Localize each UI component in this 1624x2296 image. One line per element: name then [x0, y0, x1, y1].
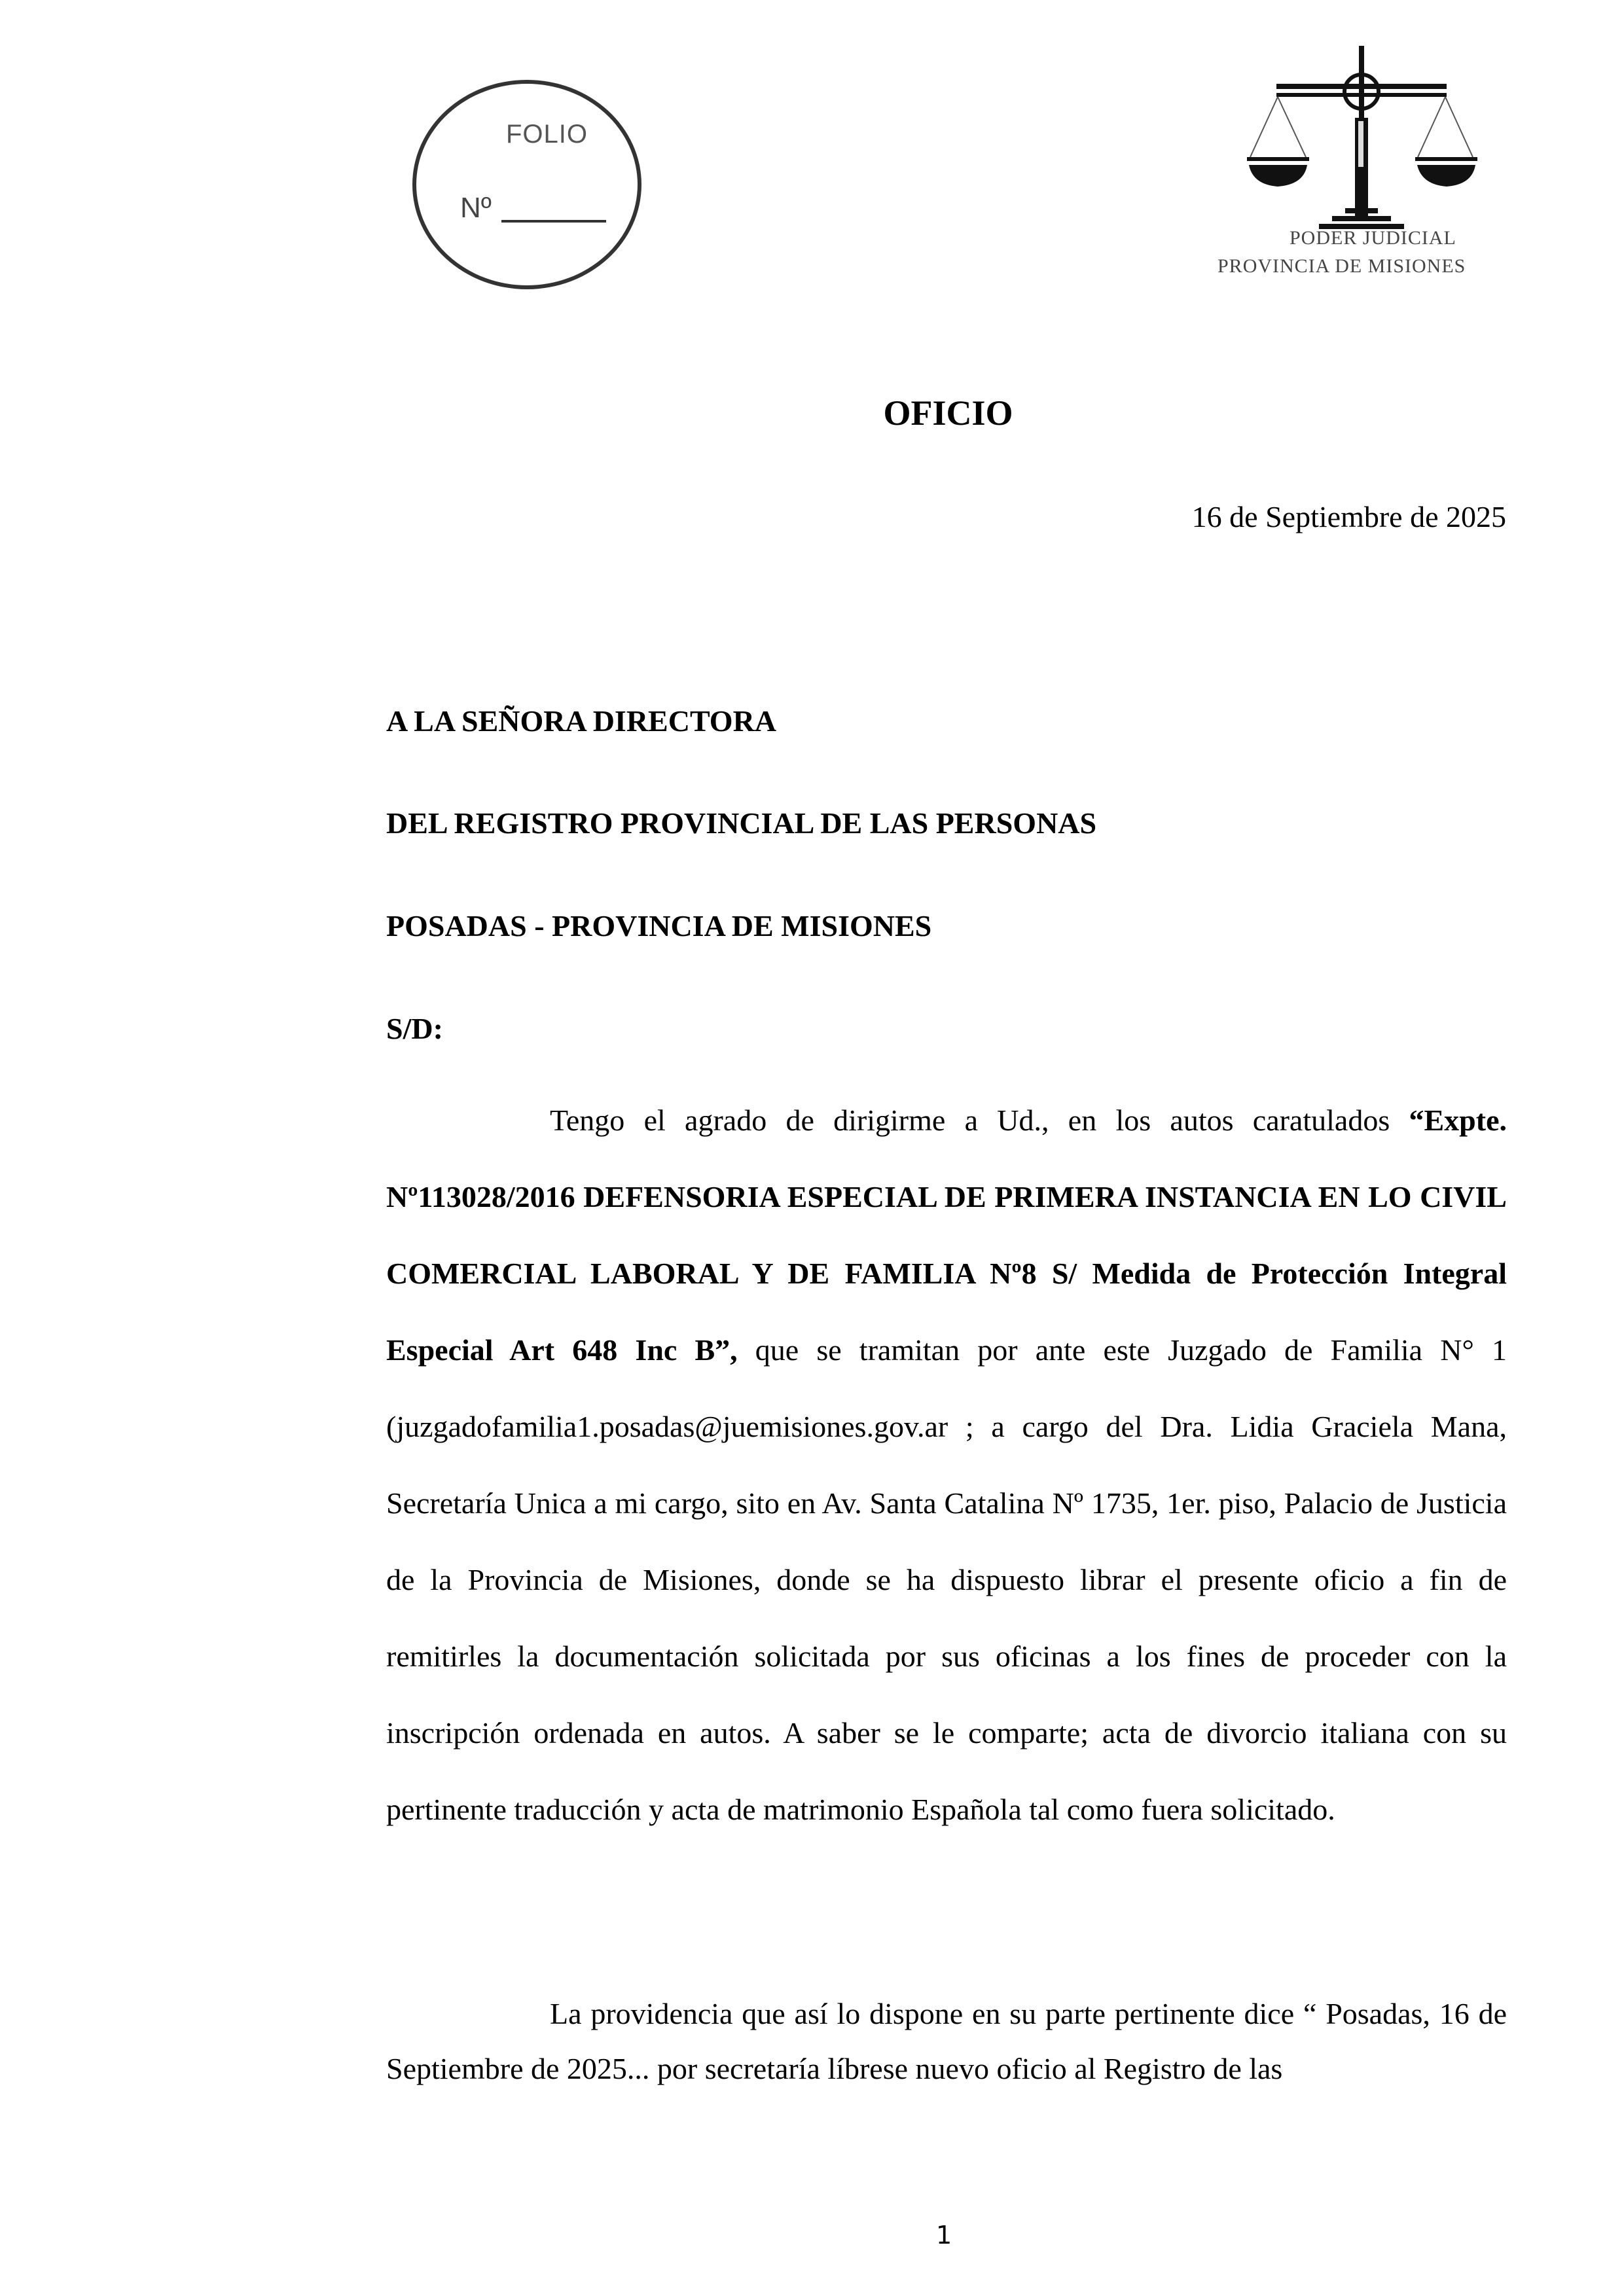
folio-title: FOLIO — [506, 120, 588, 149]
folio-stamp — [412, 80, 641, 289]
logo-line-2: PROVINCIA DE MISIONES — [1218, 255, 1466, 277]
salutation: S/D: — [386, 1012, 443, 1045]
addressee-line-1: A LA SEÑORA DIRECTORA — [386, 704, 777, 738]
body-paragraph-1 — [386, 1082, 1507, 1848]
document-date: 16 de Septiembre de 2025 — [1191, 500, 1506, 533]
folio-number-label: Nº — [460, 192, 492, 224]
scales-of-justice-icon — [1244, 39, 1479, 229]
logo-line-1: PODER JUDICIAL — [1290, 227, 1456, 249]
body-paragraph-2 — [386, 1986, 1507, 2096]
document-title-text: OFICIO — [883, 393, 1013, 433]
paragraph-intro: Tengo el agrado de dirigirme a Ud., en los autos caratulados — [550, 1103, 1409, 1137]
document-title — [0, 393, 1624, 433]
addressee-line-2: DEL REGISTRO PROVINCIAL DE LAS PERSONAS — [386, 806, 1097, 840]
judicial-logo — [1218, 39, 1506, 288]
folio-number-blank — [501, 220, 606, 223]
paragraph-rest: que se tramitan por ante este Juzgado de Familia N° 1 (juzgadofamilia1.posadas@juemisiones.gov.ar ; a cargo del Dra. Lidia Graciela Mana, Secretaría Unica a mi cargo, sito en Av. Santa Catalina Nº 1735, 1er. piso, Palacio de Justicia de la Provincia de Misiones, donde se ha dispuesto librar el presente oficio a fin de remitirles la documentación solicitada por sus oficinas a los fines de proceder con la inscripción ordenada en autos. A saber se le comparte; acta de divorcio italiana con su pertinente traducción y acta de matrimonio Española tal como fuera solicitado. — [386, 1333, 1507, 1826]
addressee-line-3: POSADAS - PROVINCIA DE MISIONES — [386, 909, 932, 942]
paragraph-2-text: La providencia que así lo dispone en su parte pertinente dice “ Posadas, 16 de Septiembre de 2025... por secretaría líbrese nuevo oficio al Registro de las — [386, 1997, 1507, 2085]
case-title: “Expte. Nº113028/2016 DEFENSORIA ESPECIAL DE PRIMERA INSTANCIA EN LO CIVIL COMERCIAL LABORAL Y DE FAMILIA Nº8 S/ Medida de Protección Integral Especial Art 648 Inc B”, — [386, 1103, 1507, 1367]
page-number: 1 — [936, 2221, 952, 2250]
